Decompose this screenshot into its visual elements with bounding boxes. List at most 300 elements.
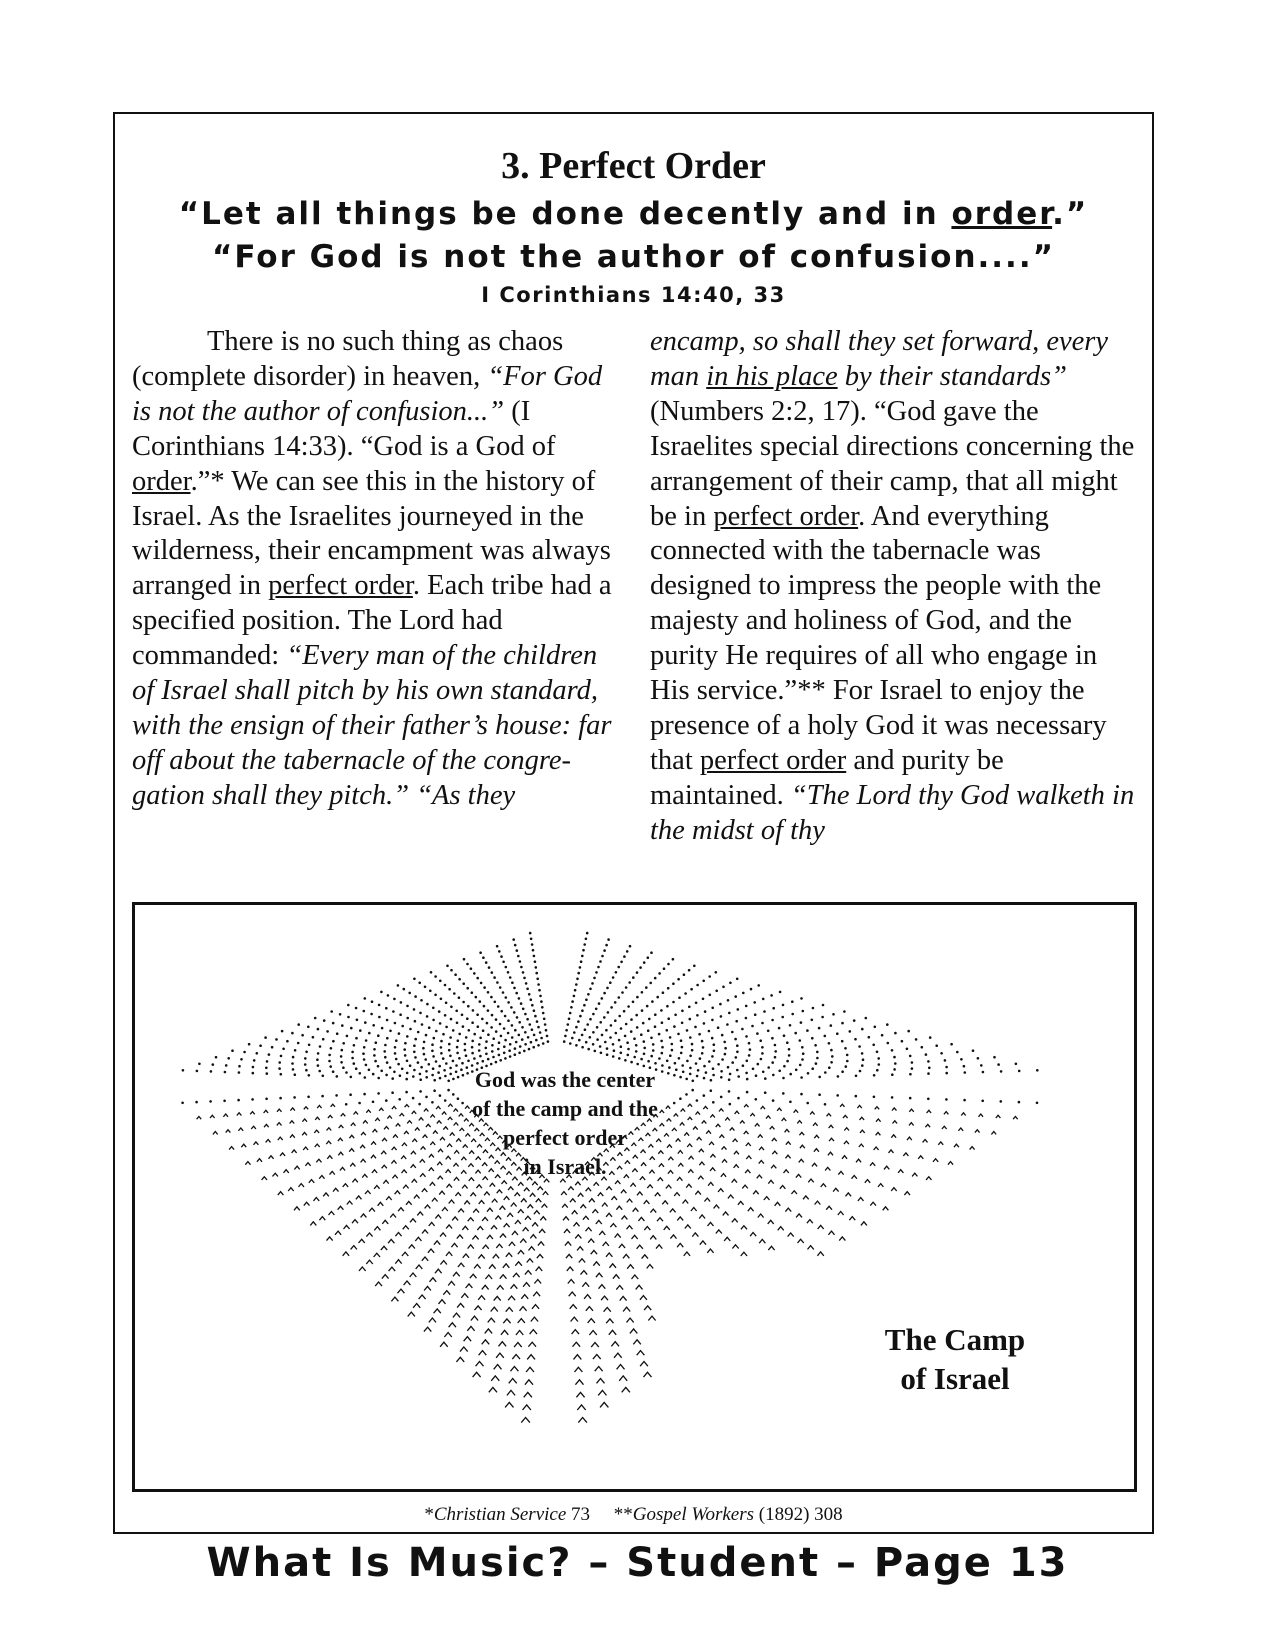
camp-dot bbox=[761, 1046, 764, 1049]
camp-tent-mark bbox=[382, 1275, 389, 1279]
camp-tent-mark bbox=[857, 1105, 861, 1108]
camp-dot bbox=[964, 1071, 967, 1074]
camp-tent-mark bbox=[453, 1313, 460, 1317]
camp-tent-mark bbox=[490, 1183, 496, 1186]
camp-dot bbox=[960, 1058, 963, 1061]
body-text-left-column bbox=[132, 325, 622, 814]
camp-dot bbox=[865, 1017, 868, 1020]
camp-dot bbox=[519, 1045, 522, 1048]
camp-dot bbox=[816, 1051, 819, 1054]
camp-dot bbox=[516, 1016, 519, 1019]
camp-dot bbox=[380, 1070, 383, 1073]
camp-dot bbox=[736, 978, 739, 981]
camp-dot bbox=[485, 961, 488, 964]
camp-dot bbox=[461, 1014, 464, 1017]
camp-dot bbox=[788, 1054, 791, 1057]
camp-dot bbox=[601, 955, 604, 958]
camp-dot bbox=[431, 1043, 434, 1046]
camp-tent-mark bbox=[714, 1205, 720, 1208]
camp-dot bbox=[710, 1079, 713, 1082]
camp-dot bbox=[921, 1046, 924, 1049]
camp-dot bbox=[417, 1061, 420, 1064]
camp-dot bbox=[872, 1044, 875, 1047]
camp-tent-mark bbox=[414, 1195, 420, 1198]
camp-tent-mark bbox=[907, 1137, 912, 1140]
camp-tent-mark bbox=[488, 1318, 495, 1322]
camp-dot bbox=[209, 1100, 212, 1103]
camp-tent-mark bbox=[883, 1207, 889, 1211]
camp-tent-mark bbox=[784, 1170, 789, 1173]
camp-dot bbox=[483, 986, 486, 989]
camp-tent-mark bbox=[401, 1156, 406, 1159]
camp-tent-mark bbox=[925, 1124, 930, 1127]
camp-dot bbox=[625, 986, 628, 989]
camp-dot bbox=[800, 997, 803, 1000]
camp-tent-mark bbox=[396, 1124, 401, 1127]
camp-of-israel-figure bbox=[132, 902, 1137, 1492]
camp-dot bbox=[751, 1025, 754, 1028]
camp-dot bbox=[322, 1075, 325, 1078]
camp-dot bbox=[265, 1067, 268, 1070]
camp-tent-mark bbox=[598, 1193, 604, 1196]
camp-tent-mark bbox=[494, 1365, 502, 1370]
camp-dot bbox=[198, 1063, 201, 1066]
camp-tent-mark bbox=[569, 1292, 576, 1296]
camp-tent-mark bbox=[699, 1215, 705, 1219]
camp-dot bbox=[364, 1021, 367, 1024]
camp-tent-mark bbox=[770, 1127, 775, 1130]
camp-tent-mark bbox=[251, 1126, 256, 1129]
camp-dot bbox=[963, 1099, 966, 1102]
camp-dot bbox=[686, 1060, 689, 1063]
camp-dot bbox=[297, 1042, 300, 1045]
camp-dot bbox=[641, 991, 644, 994]
camp-tent-mark bbox=[699, 1149, 704, 1152]
camp-tent-mark bbox=[479, 1201, 485, 1204]
camp-tent-mark bbox=[568, 1280, 575, 1284]
camp-tent-mark bbox=[434, 1241, 440, 1245]
footnote-source-title: Christian Service bbox=[433, 1504, 567, 1525]
camp-tent-mark bbox=[827, 1114, 832, 1117]
camp-tent-mark bbox=[339, 1125, 344, 1128]
camp-dot bbox=[500, 955, 503, 958]
camp-dot bbox=[620, 961, 623, 964]
camp-tent-mark bbox=[702, 1121, 707, 1124]
camp-dot bbox=[330, 1047, 333, 1050]
camp-dot bbox=[742, 1064, 745, 1067]
camp-tent-mark bbox=[523, 1228, 529, 1232]
camp-dot bbox=[377, 1092, 380, 1095]
camp-dot bbox=[539, 995, 542, 998]
camp-dot bbox=[372, 1101, 375, 1104]
camp-dot bbox=[363, 1058, 366, 1061]
camp-tent-mark bbox=[768, 1220, 774, 1224]
camp-tent-mark bbox=[500, 1234, 506, 1238]
camp-dot bbox=[831, 1055, 834, 1058]
camp-tent-mark bbox=[692, 1233, 698, 1237]
camp-dot bbox=[606, 987, 609, 990]
camp-tent-mark bbox=[440, 1261, 447, 1265]
camp-dot bbox=[536, 1020, 539, 1023]
camp-tent-mark bbox=[670, 1209, 676, 1212]
camp-dot bbox=[756, 1032, 759, 1035]
camp-dot bbox=[746, 1060, 749, 1063]
camp-tent-mark bbox=[453, 1272, 460, 1276]
camp-tent-mark bbox=[648, 1316, 655, 1320]
camp-tent-mark bbox=[575, 1367, 583, 1372]
camp-tent-mark bbox=[213, 1132, 218, 1135]
camp-tent-mark bbox=[732, 1179, 737, 1182]
camp-dot bbox=[704, 1010, 707, 1013]
camp-dot bbox=[800, 1021, 803, 1024]
camp-tent-mark bbox=[716, 1124, 721, 1127]
camp-tent-mark bbox=[491, 1376, 499, 1381]
camp-tent-mark bbox=[593, 1262, 600, 1266]
camp-dot bbox=[363, 1010, 366, 1013]
camp-tent-mark bbox=[347, 1201, 353, 1204]
camp-tent-mark bbox=[861, 1222, 867, 1226]
camp-dot bbox=[587, 1048, 590, 1051]
camp-dot bbox=[811, 1067, 814, 1070]
camp-dot bbox=[689, 1055, 692, 1058]
camp-tent-mark bbox=[799, 1159, 804, 1162]
camp-dot bbox=[462, 1025, 465, 1028]
camp-tent-mark bbox=[386, 1197, 392, 1200]
camp-dot bbox=[570, 1006, 573, 1009]
camp-dot bbox=[363, 1093, 366, 1096]
camp-tent-mark bbox=[526, 1367, 534, 1372]
camp-tent-mark bbox=[912, 1173, 917, 1176]
camp-dot bbox=[439, 980, 442, 983]
camp-tent-mark bbox=[391, 1297, 398, 1301]
camp-dot bbox=[592, 1031, 595, 1034]
camp-dot bbox=[569, 1042, 572, 1045]
camp-tent-mark bbox=[402, 1252, 408, 1256]
camp-tent-mark bbox=[532, 1223, 538, 1227]
camp-tent-mark bbox=[710, 1168, 715, 1171]
camp-dot bbox=[708, 1060, 711, 1063]
camp-dot bbox=[635, 1050, 638, 1053]
camp-dot bbox=[347, 1004, 350, 1007]
camp-dot bbox=[332, 1040, 335, 1043]
camp-tent-mark bbox=[442, 1208, 448, 1212]
camp-dot bbox=[727, 999, 730, 1002]
camp-tent-mark bbox=[759, 1147, 764, 1150]
camp-tent-mark bbox=[567, 1267, 574, 1271]
camp-dot bbox=[755, 1074, 758, 1077]
camp-dot bbox=[712, 1067, 715, 1070]
camp-dot bbox=[389, 1066, 392, 1069]
camp-tent-mark bbox=[876, 1119, 881, 1122]
camp-tent-mark bbox=[575, 1182, 580, 1185]
camp-tent-mark bbox=[523, 1405, 531, 1410]
camp-dot bbox=[972, 1049, 975, 1052]
camp-dot bbox=[444, 984, 447, 987]
camp-tent-mark bbox=[604, 1308, 611, 1312]
camp-dot bbox=[618, 1057, 621, 1060]
camp-dot bbox=[275, 1038, 278, 1041]
camp-dot bbox=[807, 1072, 810, 1075]
camp-tent-mark bbox=[594, 1183, 599, 1186]
camp-tent-mark bbox=[599, 1285, 606, 1289]
camp-tent-mark bbox=[292, 1150, 297, 1153]
camp-dot bbox=[495, 1018, 498, 1021]
camp-tent-mark bbox=[600, 1402, 608, 1407]
camp-dot bbox=[256, 1052, 259, 1055]
camp-tent-mark bbox=[579, 1259, 585, 1263]
camp-dot bbox=[581, 955, 584, 958]
camp-tent-mark bbox=[509, 1242, 515, 1246]
camp-tent-mark bbox=[229, 1147, 234, 1150]
camp-dot bbox=[546, 1035, 549, 1038]
camp-dot bbox=[456, 1052, 459, 1055]
camp-tent-mark bbox=[606, 1253, 612, 1257]
camp-tent-mark bbox=[463, 1254, 469, 1258]
camp-dot bbox=[413, 1008, 416, 1011]
camp-tent-mark bbox=[758, 1135, 763, 1138]
camp-dot bbox=[624, 1059, 627, 1062]
camp-tent-mark bbox=[696, 1112, 701, 1115]
camp-dot bbox=[901, 1040, 904, 1043]
camp-dot bbox=[504, 1057, 507, 1060]
camp-tent-mark bbox=[340, 1167, 345, 1170]
camp-dot bbox=[858, 1045, 861, 1048]
camp-tent-mark bbox=[305, 1163, 310, 1166]
camp-dot bbox=[520, 966, 523, 969]
camp-tent-mark bbox=[923, 1140, 928, 1143]
camp-tent-mark bbox=[277, 1123, 282, 1126]
camp-tent-mark bbox=[828, 1231, 834, 1235]
camp-dot bbox=[767, 1066, 770, 1069]
camp-dot bbox=[372, 1073, 375, 1076]
camp-dot bbox=[830, 1061, 833, 1064]
camp-tent-mark bbox=[435, 1215, 441, 1219]
camp-dot bbox=[734, 995, 737, 998]
camp-dot bbox=[702, 1046, 705, 1049]
camp-tent-mark bbox=[390, 1214, 396, 1218]
camp-dot bbox=[417, 1031, 420, 1034]
camp-tent-mark bbox=[435, 1269, 442, 1273]
camp-dot bbox=[444, 1014, 447, 1017]
camp-tent-mark bbox=[817, 1252, 823, 1256]
camp-dot bbox=[482, 1060, 485, 1063]
camp-dot bbox=[385, 1007, 388, 1010]
camp-tent-mark bbox=[938, 1142, 943, 1145]
camp-tent-mark bbox=[741, 1252, 747, 1256]
camp-dot bbox=[473, 1033, 476, 1036]
camp-tent-mark bbox=[374, 1186, 380, 1189]
camp-tent-mark bbox=[684, 1252, 690, 1256]
camp-dot bbox=[650, 1055, 653, 1058]
text-run: “For God is not the author of confusion...” bbox=[132, 360, 603, 427]
camp-dot bbox=[353, 1044, 356, 1047]
camp-dot bbox=[703, 1077, 706, 1080]
camp-tent-mark bbox=[903, 1153, 908, 1156]
camp-dot bbox=[446, 965, 449, 968]
camp-tent-mark bbox=[384, 1127, 389, 1130]
camp-dot bbox=[656, 996, 659, 999]
camp-tent-mark bbox=[443, 1291, 450, 1295]
camp-dot bbox=[504, 1015, 507, 1018]
camp-dot bbox=[669, 1036, 672, 1039]
camp-dot bbox=[399, 1013, 402, 1016]
camp-dot bbox=[511, 981, 514, 984]
camp-dot bbox=[737, 1075, 740, 1078]
camp-tent-mark bbox=[698, 1176, 703, 1179]
camp-tent-mark bbox=[572, 1330, 579, 1335]
camp-tent-mark bbox=[979, 1114, 984, 1117]
camp-tent-mark bbox=[610, 1224, 616, 1228]
camp-tent-mark bbox=[686, 1184, 692, 1187]
camp-tent-mark bbox=[601, 1296, 608, 1300]
footnote-page: 73 bbox=[566, 1504, 591, 1525]
camp-dot bbox=[398, 1032, 401, 1035]
camp-tent-mark bbox=[494, 1296, 501, 1300]
camp-tent-mark bbox=[521, 1199, 527, 1203]
camp-dot bbox=[774, 1050, 777, 1053]
camp-tent-mark bbox=[447, 1184, 453, 1187]
camp-dot bbox=[982, 1071, 985, 1074]
camp-dot bbox=[667, 987, 670, 990]
camp-tent-mark bbox=[637, 1351, 645, 1356]
camp-dot bbox=[345, 1103, 348, 1106]
camp-tent-mark bbox=[1013, 1117, 1018, 1120]
camp-tent-mark bbox=[521, 1295, 528, 1299]
camp-dot bbox=[317, 1064, 320, 1067]
camp-dot bbox=[729, 1103, 732, 1106]
camp-dot bbox=[620, 1027, 623, 1030]
camp-tent-mark bbox=[245, 1162, 250, 1165]
figure-center-caption bbox=[435, 1065, 695, 1181]
camp-dot bbox=[483, 1005, 486, 1008]
camp-tent-mark bbox=[359, 1267, 366, 1271]
camp-dot bbox=[728, 1078, 731, 1081]
footnote-marker: * bbox=[424, 1504, 434, 1525]
camp-dot bbox=[480, 982, 483, 985]
camp-tent-mark bbox=[538, 1187, 544, 1190]
camp-dot bbox=[627, 1054, 630, 1057]
camp-tent-mark bbox=[520, 1307, 527, 1311]
camp-dot bbox=[526, 988, 529, 991]
camp-tent-mark bbox=[525, 1271, 532, 1275]
camp-dot bbox=[545, 1029, 548, 1032]
camp-dot bbox=[671, 1049, 674, 1052]
camp-dot bbox=[789, 1073, 792, 1076]
camp-tent-mark bbox=[338, 1138, 343, 1141]
camp-dot bbox=[425, 1096, 428, 1099]
camp-dot bbox=[928, 1067, 931, 1070]
camp-tent-mark bbox=[489, 1265, 496, 1269]
camp-dot bbox=[565, 1029, 568, 1032]
camp-dot bbox=[681, 1022, 684, 1025]
camp-tent-mark bbox=[874, 1147, 879, 1150]
camp-tent-mark bbox=[483, 1245, 489, 1249]
camp-dot bbox=[347, 1016, 350, 1019]
footnote-source-title: Gospel Workers bbox=[632, 1504, 754, 1525]
camp-dot bbox=[564, 1035, 567, 1038]
camp-dot bbox=[515, 992, 518, 995]
camp-dot bbox=[746, 1091, 749, 1094]
camp-dot bbox=[745, 1005, 748, 1008]
camp-tent-mark bbox=[515, 1193, 521, 1196]
camp-tent-mark bbox=[615, 1234, 621, 1238]
camp-dot bbox=[341, 1049, 344, 1052]
camp-dot bbox=[571, 1000, 574, 1003]
camp-tent-mark bbox=[619, 1376, 627, 1381]
camp-dot bbox=[383, 1050, 386, 1053]
camp-dot bbox=[691, 1049, 694, 1052]
camp-dot bbox=[393, 998, 396, 1001]
camp-tent-mark bbox=[788, 1233, 794, 1237]
camp-dot bbox=[606, 1047, 609, 1050]
camp-tent-mark bbox=[294, 1166, 299, 1169]
text-run: and purity be maintained. bbox=[650, 744, 1004, 811]
camp-dot bbox=[635, 1014, 638, 1017]
camp-dot bbox=[643, 1053, 646, 1056]
camp-tent-mark bbox=[409, 1245, 415, 1249]
camp-tent-mark bbox=[421, 1147, 426, 1150]
camp-dot bbox=[375, 1041, 378, 1044]
camp-tent-mark bbox=[734, 1165, 739, 1168]
camp-tent-mark bbox=[708, 1222, 714, 1226]
camp-tent-mark bbox=[432, 1198, 438, 1201]
camp-dot bbox=[521, 1026, 524, 1029]
camp-dot bbox=[894, 1032, 897, 1035]
camp-dot bbox=[630, 1061, 633, 1064]
camp-dot bbox=[597, 966, 600, 969]
camp-dot bbox=[846, 1060, 849, 1063]
camp-tent-mark bbox=[290, 1108, 295, 1111]
camp-dot bbox=[624, 1035, 627, 1038]
camp-dot bbox=[1000, 1070, 1003, 1073]
camp-tent-mark bbox=[477, 1227, 483, 1231]
camp-tent-mark bbox=[280, 1153, 285, 1156]
camp-dot bbox=[567, 1023, 570, 1026]
camp-dot bbox=[393, 1071, 396, 1074]
camp-dot bbox=[846, 1054, 849, 1057]
camp-tent-mark bbox=[813, 1123, 818, 1126]
camp-tent-mark bbox=[536, 1199, 542, 1202]
camp-tent-mark bbox=[478, 1255, 484, 1259]
camp-dot bbox=[323, 1019, 326, 1022]
camp-dot bbox=[456, 1046, 459, 1049]
camp-dot bbox=[413, 1051, 416, 1054]
camp-dot bbox=[539, 1031, 542, 1034]
camp-dot bbox=[182, 1069, 185, 1072]
camp-tent-mark bbox=[761, 1106, 765, 1109]
camp-tent-mark bbox=[699, 1162, 704, 1165]
quote1-underlined-word: order bbox=[951, 196, 1053, 232]
camp-tent-mark bbox=[606, 1187, 612, 1190]
camp-tent-mark bbox=[303, 1147, 308, 1150]
camp-tent-mark bbox=[479, 1351, 487, 1356]
camp-dot bbox=[726, 1023, 729, 1026]
camp-dot bbox=[806, 1029, 809, 1032]
camp-tent-mark bbox=[609, 1330, 616, 1335]
camp-tent-mark bbox=[237, 1113, 242, 1116]
camp-tent-mark bbox=[721, 1174, 726, 1177]
camp-dot bbox=[328, 1060, 331, 1063]
camp-dot bbox=[650, 1037, 653, 1040]
camp-tent-mark bbox=[815, 1201, 821, 1204]
camp-tent-mark bbox=[361, 1214, 367, 1218]
camp-tent-mark bbox=[856, 1159, 861, 1162]
camp-tent-mark bbox=[818, 1225, 824, 1229]
camp-dot bbox=[329, 1065, 332, 1068]
camp-dot bbox=[605, 944, 608, 947]
camp-dot bbox=[854, 1038, 857, 1041]
camp-dot bbox=[505, 966, 508, 969]
